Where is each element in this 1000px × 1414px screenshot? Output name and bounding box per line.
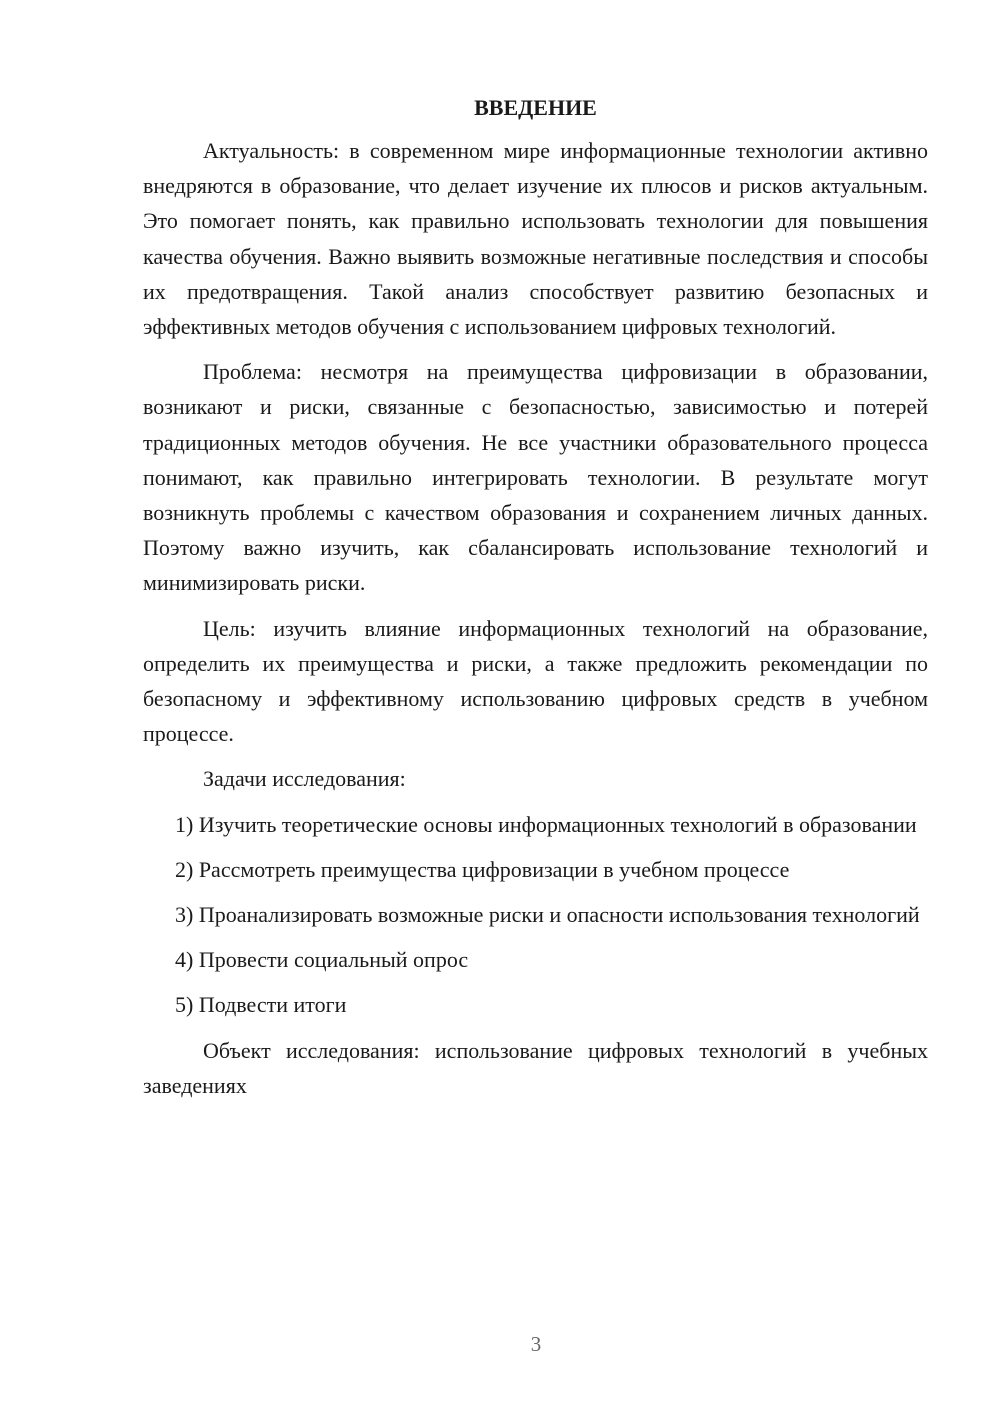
task-item-5: 5) Подвести итоги [175,992,347,1018]
paragraph-goal: Цель: изучить влияние информационных технологий на образование, определить их преимущества и риски, а также предложить рекомендации по безопасному и эффективному использованию цифровых средств в учебном процессе. [143,615,928,747]
task-item-2: 2) Рассмотреть преимущества цифровизации в учебном процессе [175,856,790,882]
document-page [143,90,928,1113]
paragraph-problem: Проблема: несмотря на преимущества цифровизации в образовании, возникают и риски, связанные с безопасностью, зависимостью и потерей традиционных методов обучения. Не все участники образовательного процесса понимают, как правильно интегрировать технологии. В результате могут возникнуть проблемы с качеством образования и сохранением личных данных. Поэтому важно изучить, как сбалансировать использование технологий и минимизировать риски. [143,359,928,596]
paragraph-tasks-heading: Задачи исследования: [203,766,406,792]
paragraph-relevance: Актуальность: в современном мире информационные технологии активно внедряются в образование, что делает изучение их плюсов и рисков актуальным. Это помогает понять, как правильно использовать технологии для повышения качества обучения. Важно выявить возможные негативные последствия и способы их предотвращения. Такой анализ способствует развитию безопасных и эффективных методов обучения с использованием цифровых технологий. [143,138,928,340]
paragraph-object: Объект исследования: использование цифровых технологий в учебных заведениях [143,1037,928,1098]
page-title: ВВЕДЕНИЕ [474,95,597,120]
task-item-3: 3) Проанализировать возможные риски и опасности использования технологий [175,902,920,928]
page-number: 3 [530,1332,542,1356]
task-item-4: 4) Провести социальный опрос [175,947,469,973]
task-item-1: 1) Изучить теоретические основы информационных технологий в образовании [175,811,917,837]
